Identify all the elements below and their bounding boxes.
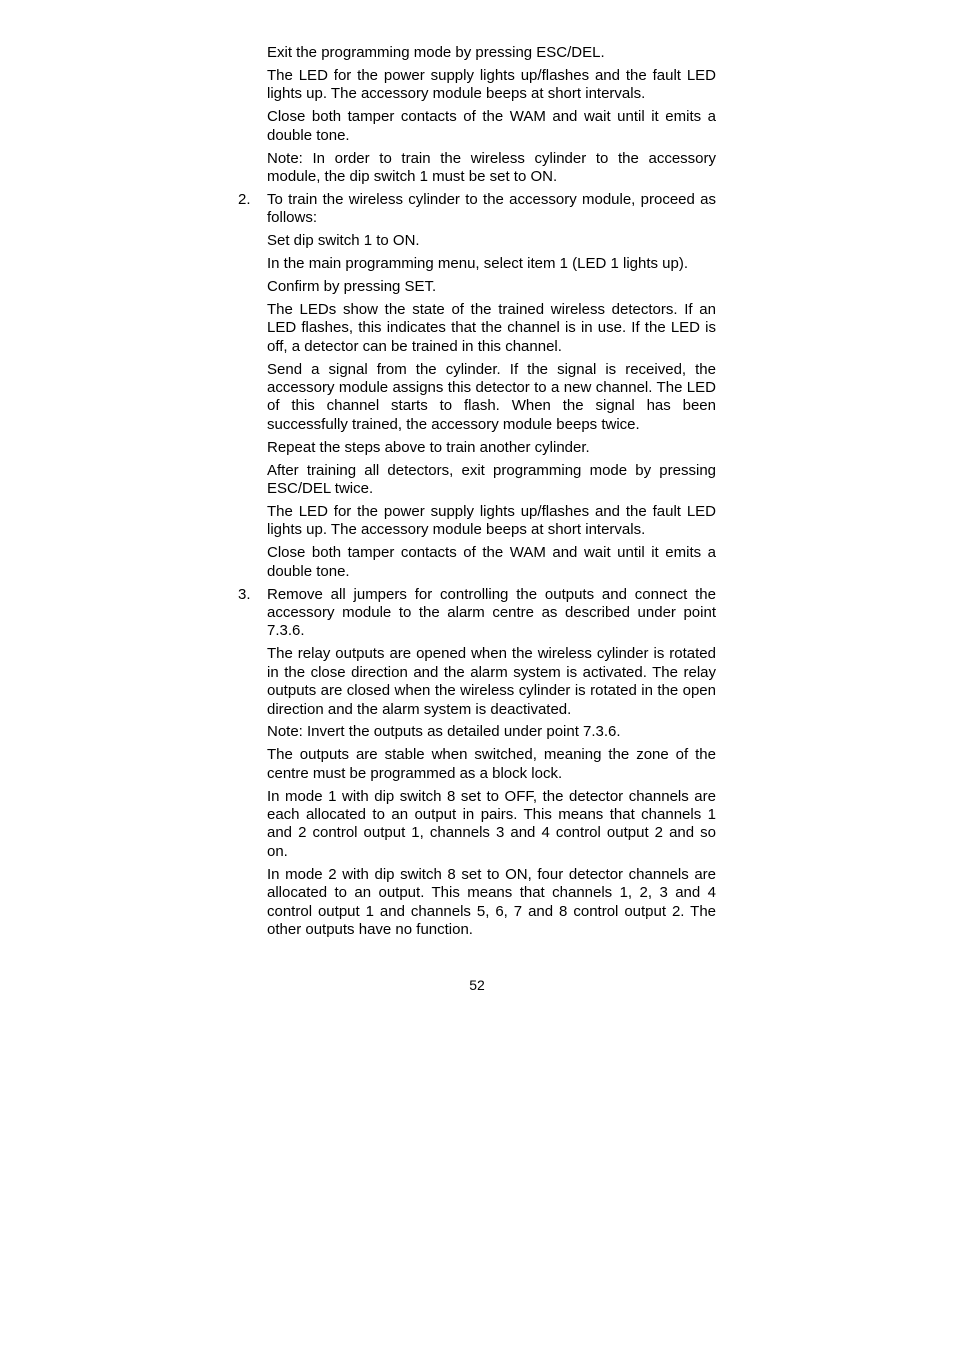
- paragraph-mode-1: In mode 1 with dip switch 8 set to OFF, the detector channels are each allocated to an output in pairs. This means that channels 1 and 2 control output 1, channels 3 and 4 control output 2 and so on.: [267, 787, 716, 860]
- paragraph-note-invert: Note: Invert the outputs as detailed under point 7.3.6.: [267, 723, 621, 741]
- paragraph-relay-outputs: The relay outputs are opened when the wireless cylinder is rotated in the close direction and the alarm system is activated. The relay outputs are closed when the wireless cylinder is rotated in the open direction and the alarm system is deactivated.: [267, 645, 716, 718]
- paragraph-outputs-stable: The outputs are stable when switched, meaning the zone of the centre must be programmed as a block lock.: [267, 746, 716, 782]
- paragraph-note-dip-switch: Note: In order to train the wireless cylinder to the accessory module, the dip switch 1 must be set to ON.: [267, 149, 716, 185]
- list-item-3: [238, 585, 716, 641]
- paragraph-confirm-set: Confirm by pressing SET.: [267, 277, 437, 295]
- paragraph-led-status-2: The LED for the power supply lights up/flashes and the fault LED lights up. The accessory module beeps at short intervals.: [267, 502, 716, 539]
- paragraph-select-item: In the main programming menu, select item 1 (LED 1 lights up).: [267, 255, 689, 273]
- page-body: [238, 44, 716, 944]
- paragraph-led-state: The LEDs show the state of the trained wireless detectors. If an LED flashes, this indicates that the channel is in use. If the LED is off, a detector can be trained in this channel.: [267, 300, 716, 355]
- paragraph-send-signal: Send a signal from the cylinder. If the signal is received, the accessory module assigns this detector to a new channel. The LED of this channel starts to flash. When the signal has been successfully trained, the accessory module beeps twice.: [267, 360, 716, 433]
- page-number: 52: [469, 977, 485, 993]
- list-item-number: 3.: [238, 585, 251, 603]
- paragraph-set-dip-switch: Set dip switch 1 to ON.: [267, 232, 420, 250]
- paragraph-close-tamper: Close both tamper contacts of the WAM and wait until it emits a double tone.: [267, 108, 716, 144]
- paragraph-led-status: The LED for the power supply lights up/flashes and the fault LED lights up. The accessory module beeps at short intervals.: [267, 66, 716, 103]
- list-item-2: [238, 190, 716, 228]
- list-item-text: To train the wireless cylinder to the accessory module, proceed as follows:: [267, 190, 716, 227]
- list-item-number: 2.: [238, 190, 251, 208]
- paragraph-after-training: After training all detectors, exit programming mode by pressing ESC/DEL twice.: [267, 461, 716, 498]
- list-item-text: Remove all jumpers for controlling the outputs and connect the accessory module to the alarm centre as described under point 7.3.6.: [267, 585, 716, 640]
- paragraph-close-tamper-2: Close both tamper contacts of the WAM and wait until it emits a double tone.: [267, 544, 716, 580]
- paragraph-exit-programming: Exit the programming mode by pressing ESC/DEL.: [267, 44, 605, 61]
- paragraph-mode-2: In mode 2 with dip switch 8 set to ON, four detector channels are allocated to an output. This means that channels 1, 2, 3 and 4 control output 1 and channels 5, 6, 7 and 8 control output 2. The other outputs have no function.: [267, 865, 716, 938]
- paragraph-repeat-steps: Repeat the steps above to train another cylinder.: [267, 438, 590, 456]
